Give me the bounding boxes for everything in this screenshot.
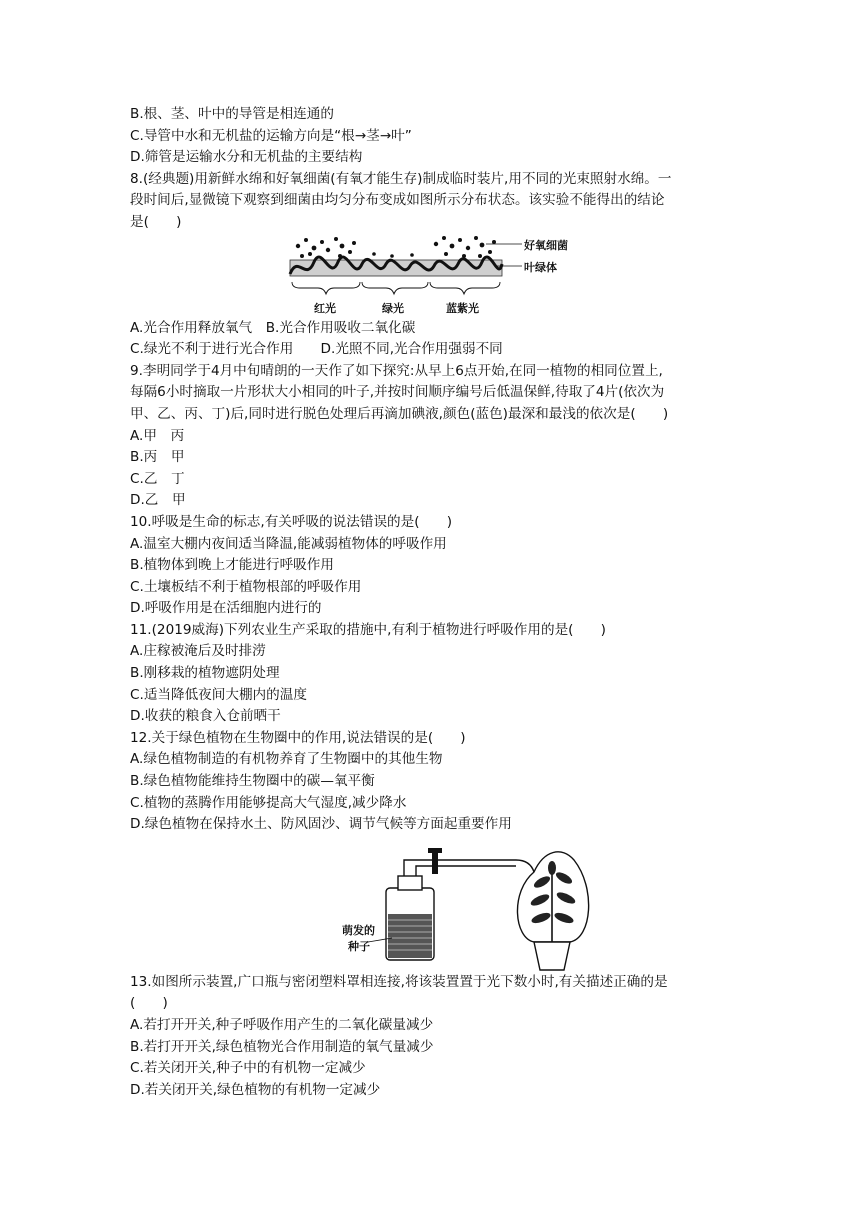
worksheet-page <box>130 104 730 1101</box>
q13-option-c: C.若关闭开关,种子中的有机物一定减少 <box>130 1060 366 1077</box>
q11-stem: 11.(2019威海)下列农业生产采取的措施中,有利于植物进行呼吸作用的是( ) <box>130 621 606 638</box>
q13-option-d: D.若关闭开关,绿色植物的有机物一定减少 <box>130 1081 381 1098</box>
q13-option-a: A.若打开开关,种子呼吸作用产生的二氧化碳量减少 <box>130 1017 434 1033</box>
q8-options-ab: A.光合作用释放氧气 B.光合作用吸收二氧化碳 <box>130 319 416 336</box>
q11-option-a: A.庄稼被淹后及时排涝 <box>130 643 266 660</box>
label-red-light: 红光 <box>314 301 336 315</box>
q10-option-a: A.温室大棚内夜间适当降温,能减弱植物体的呼吸作用 <box>130 535 447 552</box>
label-chloroplast: 叶绿体 <box>524 260 557 274</box>
q12-option-b: B.绿色植物能维持生物圈中的碳—氧平衡 <box>130 773 375 790</box>
q10-stem: 10.呼吸是生命的标志,有关呼吸的说法错误的是( ) <box>130 513 453 530</box>
q9-option-c: C.乙 丁 <box>130 470 185 487</box>
q13-figure-apparatus <box>130 842 730 972</box>
q9-option-a: A.甲 丙 <box>130 427 185 444</box>
q11-option-c: C.适当降低夜间大棚内的温度 <box>130 686 307 703</box>
label-aerobic-bacteria: 好氧细菌 <box>524 238 568 252</box>
q13-stem-line-1: 13.如图所示装置,广口瓶与密闭塑料罩相连接,将该装置置于光下数小时,有关描述正确的是 <box>130 973 668 990</box>
q12-option-c: C.植物的蒸腾作用能够提高大气湿度,减少降水 <box>130 794 407 811</box>
label-green-light: 绿光 <box>382 301 404 315</box>
q13-stem-line-2: ( ) <box>130 995 168 1012</box>
q9-stem-line-2: 每隔6小时摘取一片形状大小相同的叶子,并按时间顺序编号后低温保鲜,待取了4片(依次为 <box>130 384 665 401</box>
q10-option-c: C.土壤板结不利于植物根部的呼吸作用 <box>130 578 362 595</box>
label-germinating-seeds-2: 种子 <box>348 939 370 953</box>
q7-option-c: C.导管中水和无机盐的运输方向是“根→茎→叶” <box>130 127 412 144</box>
q8-stem-line-2: 段时间后,显微镜下观察到细菌由均匀分布变成如图所示分布状态。该实验不能得出的结论 <box>130 192 665 209</box>
q11-option-d: D.收获的粮食入仓前晒干 <box>130 708 281 725</box>
q11-option-b: B.刚移栽的植物遮阴处理 <box>130 665 280 682</box>
q9-stem-line-1: 9.李明同学于4月中旬晴朗的一天作了如下探究:从早上6点开始,在同一植物的相同位置上, <box>130 362 663 379</box>
q10-option-b: B.植物体到晚上才能进行呼吸作用 <box>130 557 334 574</box>
label-germinating-seeds-1: 萌发的 <box>342 923 375 937</box>
q9-option-b: B.丙 甲 <box>130 449 185 466</box>
q12-stem: 12.关于绿色植物在生物圈中的作用,说法错误的是( ) <box>130 729 466 746</box>
q8-stem-line-3: 是( ) <box>130 213 182 230</box>
label-blue-violet-light: 蓝紫光 <box>446 301 479 315</box>
spirogyra-illustration <box>130 234 730 318</box>
q8-stem-line-1: 8.(经典题)用新鲜水绵和好氧细菌(有氧才能生存)制成临时装片,用不同的光束照射水绵。一 <box>130 170 672 187</box>
q9-stem-line-3: 甲、乙、丙、丁)后,同时进行脱色处理后再滴加碘液,颜色(蓝色)最深和最浅的依次是( ) <box>130 405 669 422</box>
q7-option-d: D.筛管是运输水分和无机盐的主要结构 <box>130 149 363 166</box>
q10-option-d: D.呼吸作用是在活细胞内进行的 <box>130 600 322 617</box>
q7-option-b: B.根、茎、叶中的导管是相连通的 <box>130 106 334 122</box>
seed-plant-apparatus-illustration <box>130 842 730 972</box>
q8-options-cd: C.绿光不利于进行光合作用 D.光照不同,光合作用强弱不同 <box>130 341 503 358</box>
q12-option-a: A.绿色植物制造的有机物养育了生物圈中的其他生物 <box>130 751 443 768</box>
q8-figure-spirogyra <box>130 234 730 318</box>
q12-option-d: D.绿色植物在保持水土、防风固沙、调节气候等方面起重要作用 <box>130 816 512 833</box>
q13-option-b: B.若打开开关,绿色植物光合作用制造的氧气量减少 <box>130 1038 434 1055</box>
q9-option-d: D.乙 甲 <box>130 492 186 509</box>
